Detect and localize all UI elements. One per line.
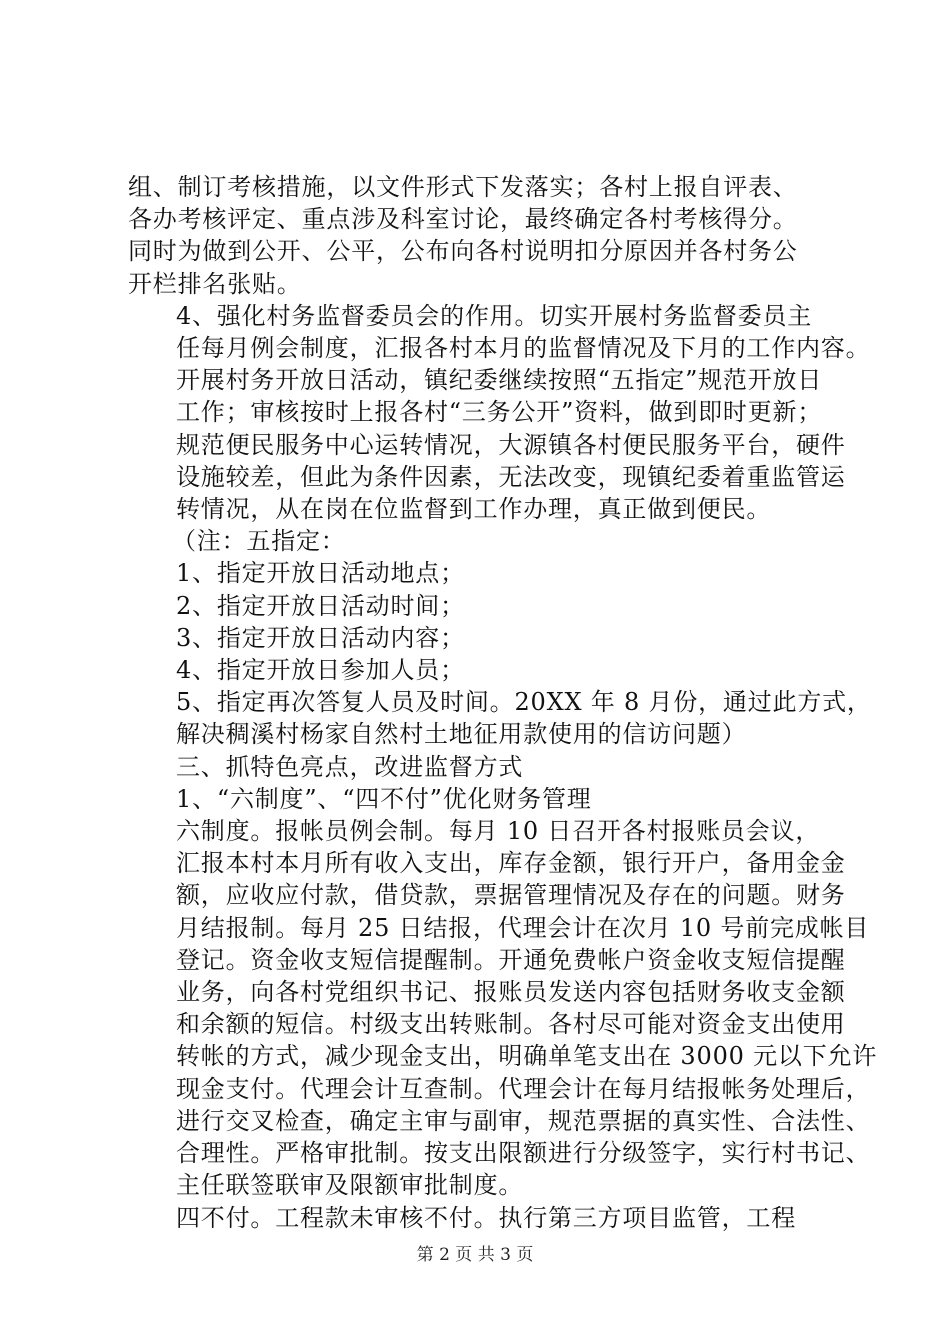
list-item-designation-1 [128, 557, 838, 589]
list-item-designation-3 [128, 622, 838, 654]
text-line: 规范便民服务中心运转情况，大源镇各村便民服务平台，硬件 [176, 430, 846, 459]
document-body [128, 171, 878, 1234]
paragraph-four-no-pay [128, 1202, 838, 1234]
list-item-designation-5 [128, 686, 872, 750]
page-number-label: 第 2 页 共 3 页 [416, 1245, 534, 1265]
text-line: 四不付。工程款未审核不付。执行第三方项目监管，工程 [176, 1203, 796, 1232]
text-line: 开栏排名张贴。 [128, 269, 302, 298]
paragraph-village-supervision [128, 300, 871, 525]
text-line: 5、指定再次答复人员及时间。20XX 年 8 月份，通过此方式， [176, 688, 872, 717]
paragraph-six-systems [128, 815, 878, 1201]
text-line: 任每月例会制度，汇报各村本月的监督情况及下月的工作内容。 [176, 334, 871, 363]
text-line: 月结报制。每月 25 日结报，代理会计在次月 10 号前完成帐目 [176, 913, 870, 942]
text-line: 额，应收应付款，借贷款，票据管理情况及存在的问题。财务 [176, 881, 846, 910]
text-line: 1、“六制度”、“四不付”优化财务管理 [176, 784, 592, 813]
text-line: 转帐的方式，减少现金支出，明确单笔支出在 3000 元以下允许 [176, 1042, 878, 1071]
text-line: 工作；审核按时上报各村“三务公开”资料，做到即时更新； [176, 398, 823, 427]
text-line: 主任联签联审及限额审批制度。 [176, 1171, 524, 1200]
text-line: 登记。资金收支短信提醒制。开通免费帐户资金收支短信提醒 [176, 945, 846, 974]
page-footer [0, 1244, 950, 1266]
text-line: 解决稠溪村杨家自然村土地征用款使用的信访问题） [176, 720, 747, 749]
text-line: 同时为做到公开、公平，公布向各村说明扣分原因并各村务公 [128, 237, 798, 266]
paragraph-assessment-continuation [128, 171, 838, 300]
text-line: 各办考核评定、重点涉及科室讨论，最终确定各村考核得分。 [128, 205, 798, 234]
paragraph-note-heading [128, 525, 838, 557]
text-line: 开展村务开放日活动，镇纪委继续按照“五指定”规范开放日 [176, 366, 823, 395]
text-line: 现金支付。代理会计互查制。代理会计在每月结报帐务处理后， [176, 1074, 871, 1103]
text-line: 3、指定开放日活动内容； [176, 623, 465, 652]
text-line: 合理性。严格审批制。按支出限额进行分级签字，实行村书记、 [176, 1139, 871, 1168]
subsection-heading-finance [128, 783, 838, 815]
text-line: 和余额的短信。村级支出转账制。各村尽可能对资金支出使用 [176, 1010, 846, 1039]
text-line: 六制度。报帐员例会制。每月 10 日召开各村报账员会议， [176, 817, 821, 846]
text-line: 业务，向各村党组织书记、报账员发送内容包括财务收支金额 [176, 978, 846, 1007]
text-line: 转情况，从在岗在位监督到工作办理，真正做到便民。 [176, 495, 772, 524]
list-item-designation-2 [128, 590, 838, 622]
text-line: 4、指定开放日参加人员； [176, 656, 465, 685]
text-line: 设施较差，但此为条件因素，无法改变，现镇纪委着重监管运 [176, 462, 846, 491]
text-line: 1、指定开放日活动地点； [176, 559, 465, 588]
text-line: （注：五指定： [172, 527, 346, 556]
text-line: 4、强化村务监督委员会的作用。切实开展村务监督委员主 [176, 301, 813, 330]
text-line: 三、抓特色亮点，改进监督方式 [176, 752, 524, 781]
text-line: 2、指定开放日活动时间； [176, 591, 465, 620]
text-line: 组、制订考核措施，以文件形式下发落实；各村上报自评表、 [128, 173, 798, 201]
section-heading-three [128, 751, 838, 783]
list-item-designation-4 [128, 654, 838, 686]
text-line: 进行交叉检查，确定主审与副审，规范票据的真实性、合法性、 [176, 1106, 871, 1135]
text-line: 汇报本村本月所有收入支出，库存金额，银行开户，备用金金 [176, 849, 846, 878]
